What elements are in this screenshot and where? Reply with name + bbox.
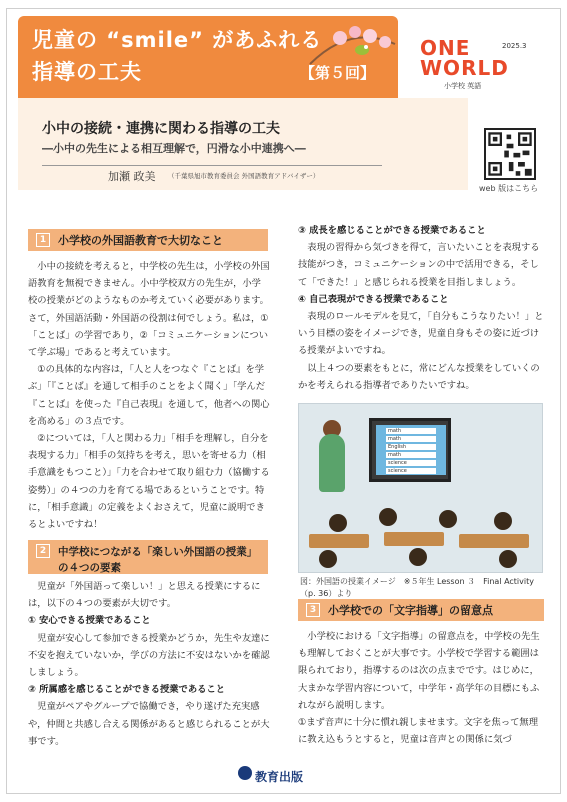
board-row: math bbox=[386, 452, 436, 458]
logo-date: 2025.3 bbox=[502, 42, 527, 50]
logo-text-world: WORLD bbox=[420, 56, 509, 80]
author-name: 加瀬 政美 bbox=[108, 170, 156, 183]
section-3-number: 3 bbox=[306, 603, 320, 617]
desk bbox=[384, 532, 444, 546]
section-2-item-3-body: 表現の習得から気づきを得て，言いたいことを表現する技能がつき，コミュニケーションの中で活用できる，そして「できた！」と感じられる授業を目指しましょう。 bbox=[298, 242, 540, 288]
article-title: 小中の接続・連携に関わる指導の工夫 bbox=[42, 121, 280, 137]
logo-subtitle: 小学校 英語 bbox=[444, 82, 482, 90]
section-2-item-3-head: ③ 成長を感じることができる授業であること bbox=[298, 225, 486, 236]
desk bbox=[309, 534, 369, 548]
section-1-header bbox=[28, 229, 268, 251]
student bbox=[329, 514, 347, 532]
student bbox=[409, 548, 427, 566]
issue-number: 【第５回】 bbox=[300, 64, 376, 82]
section-2-body-left bbox=[28, 578, 270, 750]
section-1-title: 小学校の外国語教育で大切なこと bbox=[58, 234, 223, 247]
screen-board bbox=[369, 418, 451, 482]
author-affiliation: （千葉県旭市教育委員会 外国語教育アドバイザー） bbox=[168, 172, 320, 180]
section-2-body-right bbox=[298, 222, 544, 394]
section-1-paragraph: ①の具体的な内容は，「人と人をつなぐ『ことば』を学ぶ」「『ことば』を通して相手のことをよく聞く」「学んだ『ことば』を使った『自己表現』を通して，他者への関心を高める」の３点です。 bbox=[28, 364, 270, 427]
figure-caption: 図：外国語の授業イメージ ※５年生 Lesson ３ Final Activity（p. 36）より bbox=[300, 577, 534, 598]
section-2-intro: 児童が「外国語って楽しい！」と思える授業にするには，以下の４つの要素が大切です。 bbox=[28, 581, 261, 610]
section-2-item-4-head: ④ 自己表現ができる授業であること bbox=[298, 293, 449, 305]
board-screen bbox=[376, 425, 446, 475]
section-2-closing: 以上４つの要素をもとに，常にどんな授業をしていくのかを考えられる指導者でありたいですね。 bbox=[298, 362, 540, 391]
board-row: math bbox=[386, 436, 436, 442]
board-row: science bbox=[386, 468, 436, 474]
section-3-body bbox=[298, 628, 544, 748]
web-version-link[interactable]: web 版はこちら bbox=[479, 184, 539, 193]
board-row: math bbox=[386, 428, 436, 434]
board-row: English bbox=[386, 444, 436, 450]
student bbox=[494, 512, 512, 530]
section-3-title: 小学校での「文字指導」の留意点 bbox=[328, 604, 493, 617]
section-3-paragraph: ①まず音声に十分に慣れ親しませます。文字を焦って無理に教え込もうとすると，児童は音声との関係に気づ bbox=[298, 717, 539, 746]
section-2-number: 2 bbox=[36, 544, 50, 558]
section-2-item-2-body: 児童がペアやグループで協働でき，やり遂げた充実感や，仲間と共感し合える関係があると感じられることが大事です。 bbox=[28, 701, 270, 747]
desk bbox=[459, 534, 529, 548]
section-2-item-2-head: ② 所属感を感じることができる授業であること bbox=[28, 684, 226, 696]
section-1-body bbox=[28, 258, 270, 533]
classroom-illustration bbox=[298, 403, 543, 573]
section-1-number: 1 bbox=[36, 233, 50, 247]
publisher-logo-icon bbox=[238, 766, 252, 780]
section-2-item-1-head: ① 安心できる授業であること bbox=[28, 615, 151, 627]
section-2-title-line-2: の４つの要素 bbox=[58, 562, 121, 574]
teacher-figure bbox=[319, 434, 345, 492]
section-2-item-4-body: 表現のロールモデルを見て，「自分もこうなりたい！」という目標の姿をイメージでき，児童自身もその姿に近づける授業がよいですね。 bbox=[298, 311, 544, 357]
board-row: science bbox=[386, 460, 436, 466]
title-line-1: 児童の “smile” があふれる bbox=[32, 28, 323, 52]
article-subtitle: ―小中の先生による相互理解で，円滑な小中連携へ― bbox=[42, 142, 306, 155]
qr-code-icon[interactable] bbox=[484, 128, 536, 180]
publisher-name: 教育出版 bbox=[255, 770, 304, 784]
student bbox=[379, 508, 397, 526]
section-2-title-line-1: 中学校につながる「楽しい外国語の授業」 bbox=[58, 546, 258, 558]
logo-text-one: ONE bbox=[420, 36, 471, 60]
divider bbox=[42, 165, 382, 166]
title-line-2: 指導の工夫 bbox=[32, 60, 142, 84]
section-1-paragraph: 小中の接続を考えると，中学校の先生は，小学校の外国語教育を無視できません。小中学校双方の先生が，小学校の授業がどのようなものか考えていく必要があります。さて，外国語活動・外国語の役割は何でしょう。私は，①「ことば」の学習であり，②「コミュニケーションについて学ぶ場」であると考えています。 bbox=[28, 261, 270, 359]
section-2-item-1-body: 児童が安心して参加できる授業かどうか，先生や友達に不安を抱えていないか，学びの方法に不安はないかを確認しましょう。 bbox=[28, 632, 270, 679]
section-3-paragraph: 小学校における「文字指導」の留意点を，中学校の先生も理解しておくことが大事です。小学校で学習する範囲は限られており，指導するのは次の点までです。はじめに，大まかな学習内容について，中学年・高学年の目標にもふれながら説明します。 bbox=[298, 631, 540, 711]
student bbox=[319, 550, 337, 568]
student bbox=[439, 510, 457, 528]
section-3-header bbox=[298, 599, 544, 621]
student bbox=[499, 550, 517, 568]
one-world-logo bbox=[420, 36, 527, 94]
section-1-paragraph: ②については，「人と関わる力」「相手を理解し，自分を表現する力」「相手の気持ちを考え，思いを寄せる力（相手意識をもつこと）」「力を合わせて取り組む力（協働する姿勢）」の４つの力を育てる場であるということです。特に，「相手意識」の定義をよくおさえて，児童に説明できるとよいですね！ bbox=[28, 433, 270, 531]
